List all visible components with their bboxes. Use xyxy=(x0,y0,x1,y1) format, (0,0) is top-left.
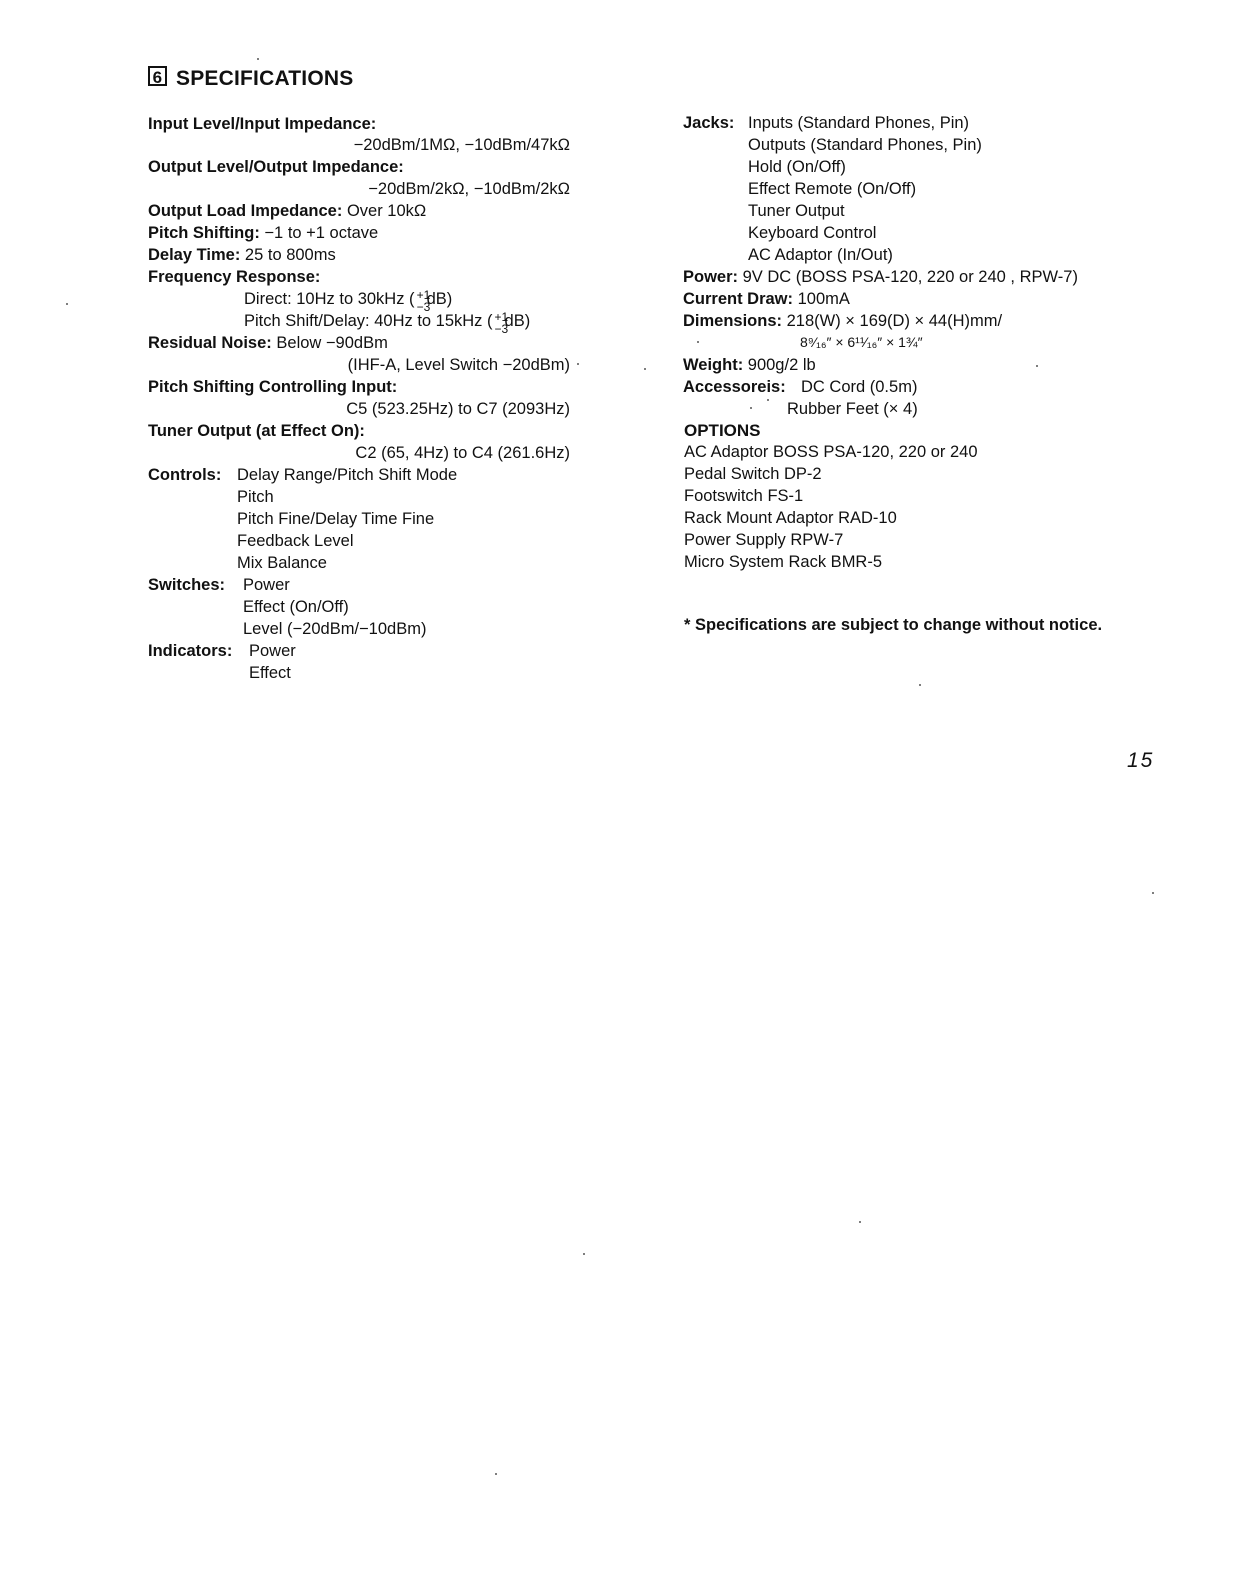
current-draw-value: 100mA xyxy=(797,290,850,308)
delay-time-row xyxy=(148,244,336,266)
output-level-label: Output Level/Output Impedance: xyxy=(148,158,404,176)
weight-label: Weight: xyxy=(683,356,744,374)
tolerance-plus: +1 xyxy=(416,288,431,302)
scan-speck xyxy=(495,1473,497,1475)
residual-noise-value: Below −90dBm xyxy=(276,334,388,352)
frequency-response-direct xyxy=(244,288,453,314)
controls-label: Controls: xyxy=(148,466,222,484)
dimensions-imperial: 8⁹⁄₁₆″ × 6¹¹⁄₁₆″ × 1¾″ xyxy=(800,334,923,350)
tuner-output-value: C2 (65, 4Hz) to C4 (261.6Hz) xyxy=(355,444,570,462)
power-label: Power: xyxy=(683,268,739,286)
dimensions-label: Dimensions: xyxy=(683,312,783,330)
accessories-label: Accessoreis: xyxy=(683,378,786,396)
scan-speck xyxy=(859,1221,861,1223)
jacks-item: Tuner Output xyxy=(748,202,845,220)
accessories-item: DC Cord (0.5m) xyxy=(801,378,918,396)
options-heading: OPTIONS xyxy=(684,421,761,440)
scan-speck xyxy=(767,399,769,401)
scan-speck xyxy=(577,363,579,365)
residual-noise-row xyxy=(148,332,388,354)
output-load-value: Over 10kΩ xyxy=(346,202,427,220)
options-item: Rack Mount Adaptor RAD-10 xyxy=(684,509,897,527)
scan-speck xyxy=(1036,365,1038,367)
dimensions-row xyxy=(683,310,1002,332)
tolerance-minus: −3 xyxy=(494,322,509,336)
accessories-item: Rubber Feet (× 4) xyxy=(787,400,918,418)
scan-speck xyxy=(919,684,921,686)
output-level-value: −20dBm/2kΩ, −10dBm/2kΩ xyxy=(368,180,570,198)
dimensions-value: 218(W) × 169(D) × 44(H)mm/ xyxy=(786,312,1003,330)
tuner-output-label: Tuner Output (at Effect On): xyxy=(148,422,365,440)
jacks-item: Outputs (Standard Phones, Pin) xyxy=(748,136,982,154)
scan-speck xyxy=(1152,892,1154,894)
jacks-item: AC Adaptor (In/Out) xyxy=(748,246,893,264)
scan-speck xyxy=(644,368,646,370)
jacks-item: Inputs (Standard Phones, Pin) xyxy=(748,114,970,132)
input-level-value: −20dBm/1MΩ, −10dBm/47kΩ xyxy=(353,136,570,154)
section-number: 6 xyxy=(148,66,167,86)
jacks-item: Keyboard Control xyxy=(748,224,877,242)
tolerance-plus: +1 xyxy=(494,310,509,324)
pitch-shifting-value: −1 to +1 octave xyxy=(264,224,379,242)
pitch-control-input-label: Pitch Shifting Controlling Input: xyxy=(148,378,398,396)
page-number: 15 xyxy=(1127,749,1155,772)
options-item: Power Supply RPW-7 xyxy=(684,531,844,549)
options-item: Pedal Switch DP-2 xyxy=(684,465,822,483)
indicators-label: Indicators: xyxy=(148,642,233,660)
frequency-response-label: Frequency Response: xyxy=(148,268,321,286)
options-item: Footswitch FS-1 xyxy=(684,487,804,505)
switches-item: Power xyxy=(243,576,290,594)
residual-noise-label: Residual Noise: xyxy=(148,334,272,352)
controls-item: Pitch xyxy=(237,488,274,506)
controls-item: Feedback Level xyxy=(237,532,354,550)
scan-speck xyxy=(257,58,259,60)
jacks-item: Effect Remote (On/Off) xyxy=(748,180,917,198)
switches-label: Switches: xyxy=(148,576,226,594)
direct-text: Direct: 10Hz to 30kHz ( xyxy=(244,290,415,308)
controls-item: Mix Balance xyxy=(237,554,327,572)
frequency-response-pitch-shift xyxy=(244,310,531,336)
pitch-shifting-label: Pitch Shifting: xyxy=(148,224,260,242)
delay-time-label: Delay Time: xyxy=(148,246,241,264)
output-load-label: Output Load Impedance: xyxy=(148,202,343,220)
tolerance-minus: −3 xyxy=(416,300,431,314)
residual-noise-condition: (IHF-A, Level Switch −20dBm) xyxy=(347,356,570,374)
weight-row xyxy=(683,354,816,376)
change-notice: * Specifications are subject to change without notice. xyxy=(684,616,1103,634)
tolerance-fraction xyxy=(493,310,509,336)
weight-value: 900g/2 lb xyxy=(747,356,816,374)
pitch-shift-text: Pitch Shift/Delay: 40Hz to 15kHz ( xyxy=(244,312,493,330)
power-row xyxy=(683,266,1078,288)
pitch-shifting-row xyxy=(148,222,378,244)
scan-speck xyxy=(750,407,752,409)
pitch-control-input-value: C5 (523.25Hz) to C7 (2093Hz) xyxy=(346,400,570,418)
output-load-row xyxy=(148,200,426,222)
current-draw-row xyxy=(683,288,850,310)
power-value: 9V DC (BOSS PSA-120, 220 or 240 , RPW-7) xyxy=(742,268,1078,286)
switches-item: Level (−20dBm/−10dBm) xyxy=(243,620,427,638)
options-item: Micro System Rack BMR-5 xyxy=(684,553,883,571)
unit-suffix: dB) xyxy=(504,312,531,330)
delay-time-value: 25 to 800ms xyxy=(244,246,336,264)
input-level-label: Input Level/Input Impedance: xyxy=(148,115,377,133)
section-title: SPECIFICATIONS xyxy=(176,67,354,90)
section-heading xyxy=(148,66,353,92)
scan-speck xyxy=(66,303,68,305)
controls-item: Pitch Fine/Delay Time Fine xyxy=(237,510,435,528)
scan-speck xyxy=(697,341,699,343)
switches-item: Effect (On/Off) xyxy=(243,598,349,616)
indicators-item: Power xyxy=(249,642,296,660)
jacks-item: Hold (On/Off) xyxy=(748,158,846,176)
controls-item: Delay Range/Pitch Shift Mode xyxy=(237,466,458,484)
indicators-item: Effect xyxy=(249,664,291,682)
unit-suffix: dB) xyxy=(426,290,453,308)
jacks-label: Jacks: xyxy=(683,114,735,132)
scan-speck xyxy=(583,1253,585,1255)
options-item: AC Adaptor BOSS PSA-120, 220 or 240 xyxy=(684,443,978,461)
tolerance-fraction xyxy=(415,288,431,314)
current-draw-label: Current Draw: xyxy=(683,290,794,308)
